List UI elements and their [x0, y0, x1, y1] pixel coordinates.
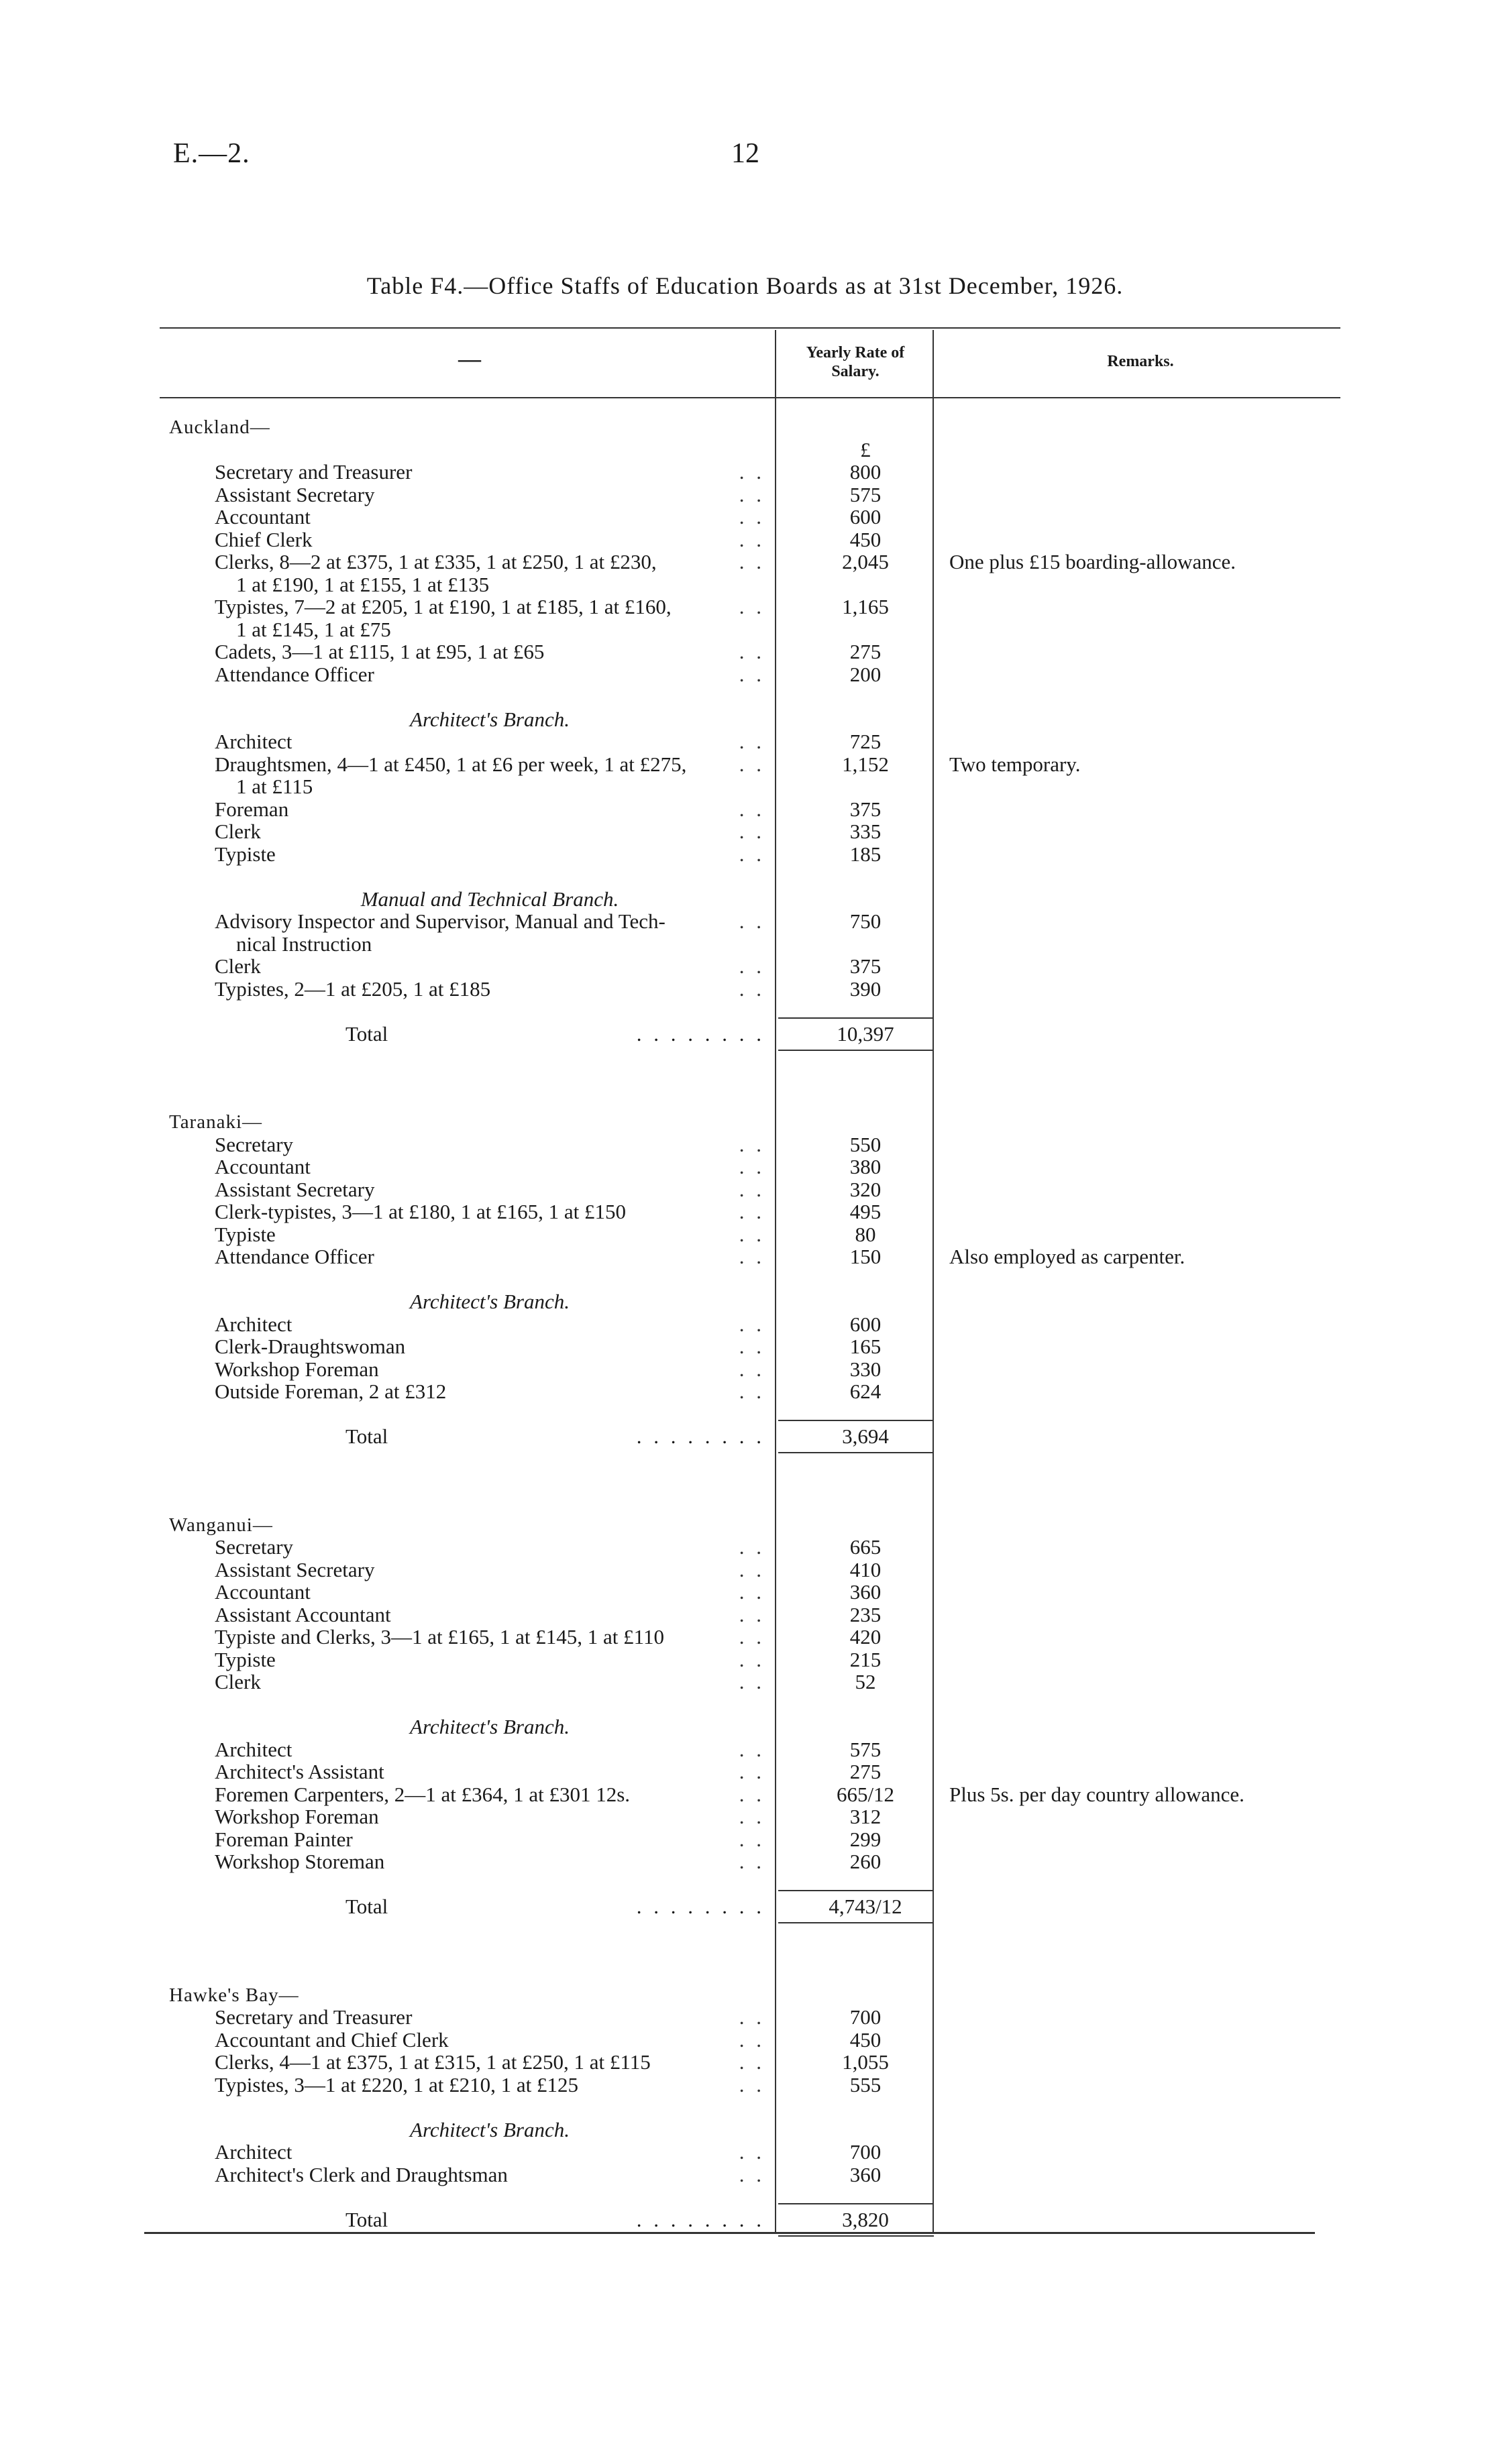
row-description: [215, 978, 765, 1001]
table-row: [0, 933, 1490, 956]
total-label: [345, 1895, 765, 1918]
row-description-text: Typiste: [215, 842, 276, 866]
row-description: [215, 820, 765, 843]
table-row: [0, 2029, 1490, 2052]
table-row: [0, 1783, 1490, 1806]
salary-value: 450: [849, 2027, 882, 2052]
table-row: [0, 506, 1490, 528]
salary-value: 575: [849, 1737, 882, 1761]
salary-value: 750: [849, 909, 882, 933]
table-row: [0, 1648, 1490, 1671]
table-row: [0, 910, 1490, 933]
total-top-rule: [778, 1420, 934, 1421]
leader-dots: . .: [739, 842, 765, 866]
salary-value: 215: [849, 1647, 882, 1671]
salary-value: 390: [849, 976, 882, 1001]
total-text: Total: [345, 2207, 388, 2231]
row-description: [215, 798, 765, 821]
leader-dots: . .: [739, 2163, 765, 2186]
row-description: [215, 1760, 765, 1783]
table-row: [0, 708, 1490, 731]
salary-value: 200: [849, 662, 882, 686]
row-description-text: Architect: [215, 2141, 292, 2164]
leader-dots: . .: [739, 2006, 765, 2029]
row-description: [215, 2051, 765, 2074]
row-description-text: Typiste: [215, 1648, 276, 1671]
column-header-description: —: [458, 347, 481, 372]
salary-value: 450: [849, 527, 882, 551]
row-description: [215, 596, 765, 618]
row-description: [215, 1828, 765, 1851]
table-row: [0, 978, 1490, 1001]
row-description: [215, 1156, 765, 1178]
leader-dots: . . . . . . . .: [636, 1424, 765, 1448]
row-description-continued: 1 at £145, 1 at £75: [236, 618, 391, 641]
table-row: [0, 1358, 1490, 1381]
leader-dots: . .: [739, 506, 765, 528]
row-description-text: Architect's Clerk and Draughtsman: [215, 2163, 508, 2186]
remark-text: Also employed as carpenter.: [949, 1245, 1185, 1268]
branch-heading: Architect's Branch.: [410, 2117, 570, 2141]
leader-dots: . .: [739, 1783, 765, 1806]
total-row: [0, 1425, 1490, 1448]
table-row: [0, 640, 1490, 663]
table-row: [0, 1133, 1490, 1156]
row-description: [215, 2006, 765, 2029]
row-description-text: Foremen Carpenters, 2—1 at £364, 1 at £301 12s.: [215, 1783, 631, 1806]
salary-value: 150: [849, 1245, 882, 1268]
table-row: [0, 1626, 1490, 1648]
row-description-text: Secretary: [215, 1536, 294, 1559]
board-heading: Taranaki—: [169, 1111, 263, 1133]
table-row: [0, 1223, 1490, 1246]
salary-value: 600: [849, 1312, 882, 1336]
salary-value: 1,055: [842, 2050, 889, 2074]
table-row: [0, 1850, 1490, 1873]
row-description: [215, 1850, 765, 1873]
salary-value: 665/12: [836, 1782, 895, 1806]
row-description-text: Clerk-Draughtswoman: [215, 1335, 406, 1358]
salary-value: 80: [855, 1222, 876, 1246]
row-description-text: Attendance Officer: [215, 663, 374, 686]
row-description: [215, 1805, 765, 1828]
page-reference: E.—2.: [173, 138, 250, 169]
leader-dots: . .: [739, 1357, 765, 1381]
table-bottom-rule: [144, 2232, 1315, 2234]
leader-dots: . .: [739, 1626, 765, 1648]
leader-dots: . .: [739, 797, 765, 821]
total-top-rule: [778, 1017, 934, 1019]
total-row: [0, 2208, 1490, 2231]
total-value: 4,743/12: [829, 1895, 902, 1918]
salary-value: 335: [849, 820, 882, 843]
leader-dots: . .: [739, 1380, 765, 1403]
row-description-text: Accountant and Chief Clerk: [215, 2028, 449, 2052]
leader-dots: . .: [739, 730, 765, 753]
salary-value: 52: [855, 1670, 876, 1693]
table-row: [0, 461, 1490, 484]
total-text: Total: [345, 1895, 388, 1918]
total-top-rule: [778, 2203, 934, 2204]
row-description: [215, 551, 765, 573]
leader-dots: . .: [739, 2141, 765, 2164]
board-heading: Wanganui—: [169, 1514, 273, 1536]
row-description-text: Clerk-typistes, 3—1 at £180, 1 at £165, 1 at £150: [215, 1200, 627, 1223]
leader-dots: . . . . . . . .: [636, 1895, 765, 1918]
salary-value: 700: [849, 2005, 882, 2029]
row-description-text: Accountant: [215, 1156, 311, 1178]
total-bottom-rule: [778, 1452, 934, 1453]
leader-dots: . .: [739, 596, 765, 618]
leader-dots: . .: [739, 1223, 765, 1246]
leader-dots: . .: [739, 483, 765, 506]
table-row: [0, 1178, 1490, 1201]
row-description: [215, 1380, 765, 1403]
row-description: [215, 1223, 765, 1246]
salary-value: 185: [849, 842, 882, 866]
row-description-continued: 1 at £190, 1 at £155, 1 at £135: [236, 573, 490, 596]
page-number: 12: [731, 138, 759, 169]
salary-value: 235: [849, 1602, 882, 1626]
total-value: 10,397: [837, 1021, 894, 1046]
row-description-text: Clerk: [215, 955, 261, 978]
table-row: [0, 2074, 1490, 2096]
total-row: [0, 1895, 1490, 1918]
row-description-text: Foreman Painter: [215, 1828, 353, 1851]
row-description-text: Draughtsmen, 4—1 at £450, 1 at £6 per week, 1 at £275,: [215, 752, 687, 776]
table-row: [0, 1380, 1490, 1403]
total-value: 3,820: [842, 2207, 889, 2231]
row-description: [215, 1648, 765, 1671]
row-description: [215, 1133, 765, 1156]
currency-symbol: £: [860, 437, 871, 461]
row-description: [215, 843, 765, 866]
leader-dots: . .: [739, 1648, 765, 1671]
leader-dots: . .: [739, 820, 765, 843]
total-label: [345, 1023, 765, 1046]
salary-value: 1,152: [842, 752, 889, 776]
salary-value: 330: [849, 1357, 882, 1381]
branch-heading: Architect's Branch.: [410, 1715, 570, 1738]
salary-value: 2,045: [842, 550, 889, 573]
table-row: [0, 1335, 1490, 1358]
leader-dots: . .: [739, 1133, 765, 1156]
table-row: [0, 1313, 1490, 1336]
row-description-text: Typistes, 2—1 at £205, 1 at £185: [215, 977, 491, 1001]
row-description: [215, 955, 765, 978]
table-row: [0, 1156, 1490, 1178]
table-row: [0, 1290, 1490, 1313]
leader-dots: . .: [739, 1603, 765, 1626]
salary-value: 700: [849, 2140, 882, 2164]
row-description: [215, 1358, 765, 1381]
row-description-text: Clerk: [215, 820, 261, 843]
leader-dots: . .: [739, 955, 765, 978]
row-description: [215, 640, 765, 663]
row-description-text: Chief Clerk: [215, 528, 313, 551]
row-description: [215, 1335, 765, 1358]
row-description-text: Secretary: [215, 1133, 294, 1156]
table-row: [0, 2164, 1490, 2186]
salary-value: 555: [849, 2072, 882, 2096]
row-description-text: Architect: [215, 1738, 292, 1761]
row-description-continued: 1 at £115: [236, 775, 313, 798]
table-row: [0, 439, 1490, 461]
row-description-text: Secretary and Treasurer: [215, 2006, 413, 2029]
leader-dots: . .: [739, 1850, 765, 1873]
table-row: [0, 775, 1490, 798]
leader-dots: . .: [739, 551, 765, 573]
row-description-text: Assistant Secretary: [215, 1558, 375, 1581]
row-description: [215, 730, 765, 753]
leader-dots: . .: [739, 2028, 765, 2052]
leader-dots: . .: [739, 1156, 765, 1178]
branch-heading: Architect's Branch.: [410, 1290, 570, 1313]
salary-value: 410: [849, 1557, 882, 1581]
row-description: [215, 1245, 765, 1268]
row-description-text: Attendance Officer: [215, 1245, 374, 1268]
row-description: [215, 663, 765, 686]
row-description: [215, 2164, 765, 2186]
row-description: [215, 1626, 765, 1648]
table-row: [0, 1716, 1490, 1738]
salary-value: 375: [849, 954, 882, 978]
table-row: [0, 753, 1490, 776]
leader-dots: . .: [739, 528, 765, 551]
table-row: [0, 1805, 1490, 1828]
row-description-text: Outside Foreman, 2 at £312: [215, 1380, 447, 1403]
row-description-text: Secretary and Treasurer: [215, 461, 413, 484]
leader-dots: . .: [739, 1581, 765, 1604]
leader-dots: . .: [739, 1312, 765, 1336]
salary-value: 375: [849, 797, 882, 821]
row-description-text: Accountant: [215, 1581, 311, 1604]
total-top-rule: [778, 1890, 934, 1891]
row-description-text: Workshop Storeman: [215, 1850, 385, 1873]
board-heading: Hawke's Bay—: [169, 1984, 299, 2006]
row-description-text: Typistes, 3—1 at £220, 1 at £210, 1 at £125: [215, 2073, 579, 2096]
row-description: [215, 1783, 765, 1806]
row-description-text: Cadets, 3—1 at £115, 1 at £95, 1 at £65: [215, 640, 545, 663]
table-row: [0, 551, 1490, 573]
row-description-text: Workshop Foreman: [215, 1357, 379, 1381]
table-row: [0, 2141, 1490, 2164]
leader-dots: . .: [739, 910, 765, 933]
remark-text: Two temporary.: [949, 752, 1081, 776]
row-description: [215, 528, 765, 551]
leader-dots: . .: [739, 1760, 765, 1783]
row-description-text: Typiste: [215, 1223, 276, 1246]
table-row: [0, 798, 1490, 821]
board-heading: Auckland—: [169, 416, 270, 438]
salary-value: 275: [849, 1760, 882, 1783]
remark-text: One plus £15 boarding-allowance.: [949, 550, 1236, 573]
table-row: [0, 1200, 1490, 1223]
total-row: [0, 1023, 1490, 1046]
header-bottom-rule: [160, 397, 1340, 398]
table-row: [0, 888, 1490, 911]
row-description: [215, 1671, 765, 1693]
salary-value: 725: [849, 730, 882, 753]
salary-value: 360: [849, 1580, 882, 1604]
leader-dots: . .: [739, 1558, 765, 1581]
salary-value: 165: [849, 1335, 882, 1358]
leader-dots: . .: [739, 1178, 765, 1201]
total-text: Total: [345, 1424, 388, 1448]
leader-dots: . .: [739, 2051, 765, 2074]
table-row: [0, 618, 1490, 641]
table-row: [0, 528, 1490, 551]
salary-value: 575: [849, 482, 882, 506]
row-description: [215, 1559, 765, 1581]
salary-value: 1,165: [842, 595, 889, 618]
row-description-text: Foreman: [215, 797, 289, 821]
table-row: [0, 2119, 1490, 2141]
total-value: 3,694: [842, 1424, 889, 1448]
table-row: [0, 843, 1490, 866]
table-row: [0, 1604, 1490, 1626]
table-row: [0, 1828, 1490, 1851]
leader-dots: . . . . . . . .: [636, 2207, 765, 2231]
salary-value: 360: [849, 2162, 882, 2186]
salary-value: 495: [849, 1200, 882, 1223]
leader-dots: . .: [739, 1828, 765, 1851]
table-title: Table F4.—Office Staffs of Education Boards as at 31st December, 1926.: [366, 272, 1124, 299]
salary-value: 320: [849, 1177, 882, 1201]
salary-value: 600: [849, 505, 882, 528]
total-label: [345, 1425, 765, 1448]
table-row: [0, 2051, 1490, 2074]
row-description-text: Assistant Secretary: [215, 1178, 375, 1201]
table-row: [0, 1760, 1490, 1783]
row-description: [215, 1536, 765, 1559]
salary-value: 550: [849, 1132, 882, 1156]
table-row: [0, 484, 1490, 506]
table-row: [0, 955, 1490, 978]
row-description: [215, 461, 765, 484]
leader-dots: . . . . . . . .: [636, 1021, 765, 1046]
branch-heading: Manual and Technical Branch.: [360, 887, 619, 911]
column-header-salary: Yearly Rate of Salary.: [806, 344, 905, 380]
table-row: [0, 573, 1490, 596]
row-description: [215, 2141, 765, 2164]
row-description: [215, 1604, 765, 1626]
table-row: [0, 730, 1490, 753]
row-description: [215, 1178, 765, 1201]
leader-dots: . .: [739, 1245, 765, 1268]
row-description-text: Clerks, 4—1 at £375, 1 at £315, 1 at £250, 1 at £115: [215, 2051, 651, 2074]
salary-value: 420: [849, 1625, 882, 1648]
table-row: [0, 1245, 1490, 1268]
leader-dots: . .: [739, 461, 765, 484]
row-description-continued: nical Instruction: [236, 932, 372, 956]
row-description-text: Clerks, 8—2 at £375, 1 at £335, 1 at £250, 1 at £230,: [215, 551, 657, 573]
leader-dots: . .: [739, 752, 765, 776]
table-top-rule: [160, 327, 1340, 329]
leader-dots: . .: [739, 1536, 765, 1559]
table-row: [0, 663, 1490, 686]
salary-value: 665: [849, 1535, 882, 1559]
row-description: [215, 1313, 765, 1336]
table-row: [0, 1536, 1490, 1559]
row-description: [215, 2074, 765, 2096]
row-description-text: Advisory Inspector and Supervisor, Manual and Tech-: [215, 910, 666, 933]
total-bottom-rule: [778, 1050, 934, 1051]
leader-dots: . .: [739, 1671, 765, 1693]
column-header-remarks: Remarks.: [1107, 353, 1174, 370]
row-description: [215, 1738, 765, 1761]
leader-dots: . .: [739, 2073, 765, 2096]
leader-dots: . .: [739, 663, 765, 686]
salary-value: 312: [849, 1805, 882, 1828]
row-description-text: Clerk: [215, 1671, 261, 1693]
row-description: [215, 910, 765, 933]
salary-value: 624: [849, 1380, 882, 1403]
row-description-text: Typiste and Clerks, 3—1 at £165, 1 at £145, 1 at £110: [215, 1626, 664, 1648]
leader-dots: . .: [739, 977, 765, 1001]
table-row: [0, 820, 1490, 843]
salary-value: 800: [849, 460, 882, 484]
row-description: [215, 484, 765, 506]
total-bottom-rule: [778, 1922, 934, 1923]
leader-dots: . .: [739, 1805, 765, 1828]
leader-dots: . .: [739, 1335, 765, 1358]
row-description-text: Typistes, 7—2 at £205, 1 at £190, 1 at £185, 1 at £160,: [215, 596, 672, 618]
row-description: [215, 506, 765, 528]
salary-value: 275: [849, 640, 882, 663]
row-description-text: Architect: [215, 730, 292, 753]
table-row: [0, 2006, 1490, 2029]
table-row: [0, 1559, 1490, 1581]
total-text: Total: [345, 1021, 388, 1046]
total-label: [345, 2208, 765, 2231]
row-description-text: Architect: [215, 1312, 292, 1336]
row-description-text: Architect's Assistant: [215, 1760, 384, 1783]
row-description: [215, 2029, 765, 2052]
table-row: [0, 1671, 1490, 1693]
branch-heading: Architect's Branch.: [410, 707, 570, 731]
total-bottom-rule: [778, 2235, 934, 2237]
row-description-text: Assistant Accountant: [215, 1603, 391, 1626]
row-description: [215, 1200, 765, 1223]
leader-dots: . .: [739, 1200, 765, 1223]
salary-value: 299: [849, 1827, 882, 1851]
leader-dots: . .: [739, 640, 765, 663]
row-description-text: Assistant Secretary: [215, 483, 375, 506]
row-description-text: Accountant: [215, 506, 311, 528]
remark-text: Plus 5s. per day country allowance.: [949, 1782, 1244, 1806]
row-description: [215, 753, 765, 776]
salary-value: 380: [849, 1155, 882, 1178]
leader-dots: . .: [739, 1738, 765, 1761]
table-row: [0, 596, 1490, 618]
row-description-text: Workshop Foreman: [215, 1805, 379, 1828]
table-row: [0, 1581, 1490, 1604]
salary-value: 260: [849, 1850, 882, 1873]
row-description: [215, 1581, 765, 1604]
table-row: [0, 1738, 1490, 1761]
